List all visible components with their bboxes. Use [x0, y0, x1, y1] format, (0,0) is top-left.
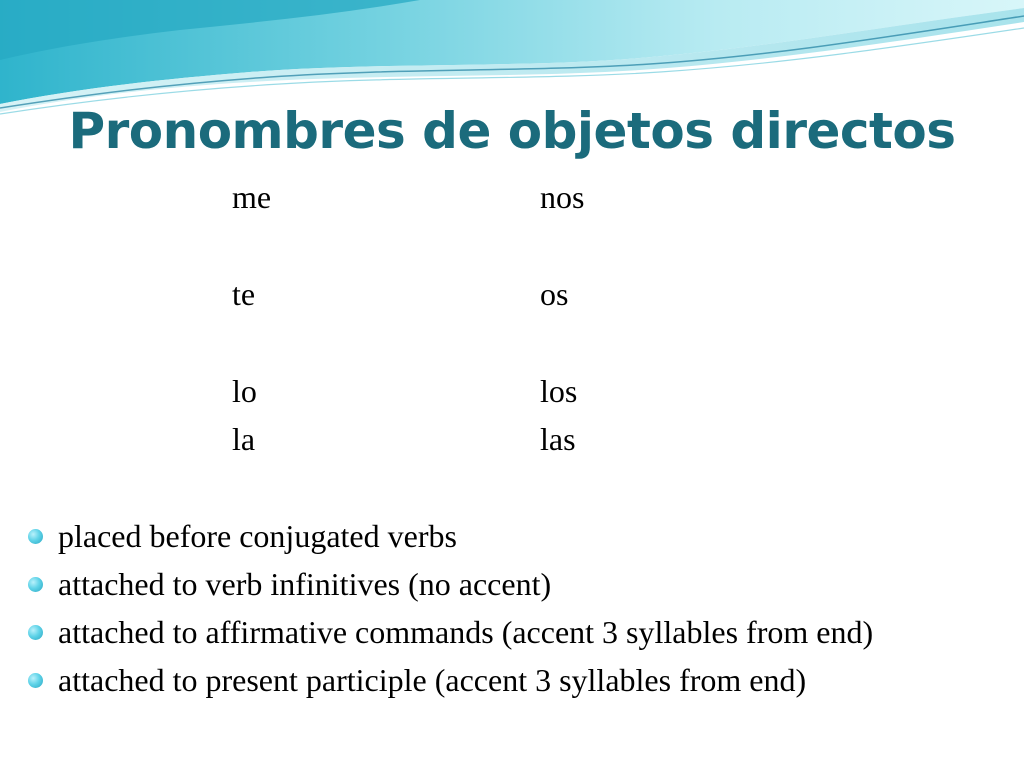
- pronoun-los: los: [540, 373, 578, 409]
- pronoun-lo: lo: [232, 373, 257, 409]
- bullet-item: [28, 564, 998, 604]
- bullet-list: [28, 516, 998, 708]
- pronoun-os: os: [540, 276, 569, 312]
- bullet-dot-icon: [28, 577, 43, 592]
- bullet-text: attached to present participle (accent 3 syllables from end): [58, 662, 807, 698]
- bullet-item: [28, 516, 998, 556]
- pronoun-las: las: [540, 421, 576, 457]
- bullet-text: attached to affirmative commands (accent 3 syllables from end): [58, 614, 874, 650]
- bullet-item: [28, 612, 998, 652]
- bullet-dot-icon: [28, 529, 43, 544]
- pronoun-nos: nos: [540, 179, 585, 215]
- bullet-dot-icon: [28, 625, 43, 640]
- pronoun-la: la: [232, 421, 256, 457]
- bullet-dot-icon: [28, 673, 43, 688]
- pronoun-te: te: [232, 276, 256, 312]
- slide-title: Pronombres de objetos directos: [68, 102, 956, 160]
- bullet-text: attached to verb infinitives (no accent): [58, 566, 552, 602]
- pronoun-me: me: [232, 179, 272, 215]
- bullet-item: [28, 660, 998, 700]
- bullet-text: placed before conjugated verbs: [58, 518, 457, 554]
